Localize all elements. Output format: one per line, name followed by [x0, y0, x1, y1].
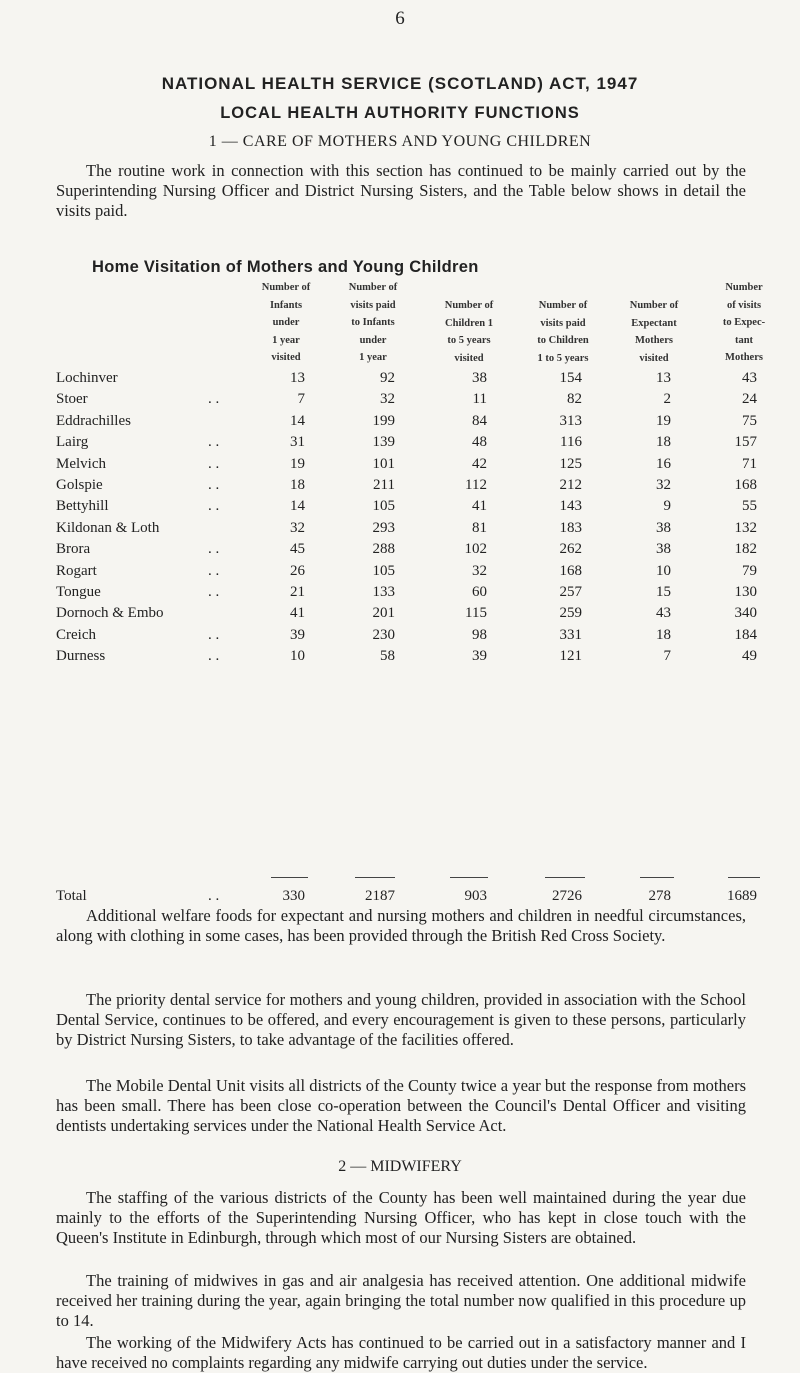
table-row: [0, 477, 800, 499]
total-rule: [728, 877, 760, 878]
column-header-line: Number of: [538, 300, 588, 311]
column-header: [424, 297, 514, 367]
table-cell: 340: [734, 605, 757, 622]
welfare-paragraph: Additional welfare foods for expectant and nursing mothers and children in needful circumstances, along with clothing in some cases, has been provided through the British Red Cross Society.: [56, 906, 746, 945]
dot-leader: . .: [208, 434, 220, 451]
table-cell: 2: [663, 391, 671, 408]
table-cell: 14: [290, 498, 305, 515]
district-name: Durness: [56, 648, 106, 665]
total-rule: [545, 877, 585, 878]
column-header-line: to 5 years: [447, 335, 491, 346]
mobile-dental-paragraph: The Mobile Dental Unit visits all districts of the County twice a year but the response from mothers has been small. There has been close co-operation between the Council's Dental Officer and visiting dentists undertaking services under the National Health Service Act.: [56, 1076, 746, 1135]
table-cell: 42: [472, 455, 487, 472]
table-cell: 116: [560, 434, 582, 451]
column-header-line: Number of: [629, 300, 679, 311]
table-cell: 21: [290, 584, 305, 600]
staffing-paragraph: The staffing of the various districts of the County has been well maintained during the year due mainly to the efforts of the Superintending Nursing Officer, who has kept in close touch with the Queen's Institute in Edinburgh, through which most of our Nursing Sisters are obtained.: [56, 1188, 746, 1247]
column-header-line: visited: [454, 352, 484, 364]
table-cell: 7: [663, 648, 671, 665]
column-header-line: Number of: [348, 282, 398, 293]
table-cell: 331: [559, 626, 582, 643]
table-cell: 11: [472, 391, 487, 408]
column-header-line: under: [359, 334, 387, 346]
table-cell: 13: [656, 370, 671, 386]
table-cell: 15: [656, 584, 671, 600]
table-cell: 38: [472, 370, 487, 386]
column-header-line: Children 1: [445, 317, 493, 329]
dot-leader: . .: [208, 584, 220, 600]
table-cell: 183: [559, 519, 582, 536]
dot-leader: . .: [208, 541, 220, 558]
district-name: Lairg: [56, 434, 89, 451]
column-header-line: under: [272, 317, 300, 328]
column-header-line: 1 to 5 years: [537, 352, 589, 364]
table-row: [0, 434, 800, 456]
table-cell: 18: [290, 477, 305, 493]
table-cell: 32: [656, 477, 671, 493]
table-cell: 81: [472, 519, 487, 536]
table-cell: 903: [464, 888, 487, 904]
table-cell: 105: [372, 498, 395, 515]
dot-leader: . .: [208, 498, 220, 515]
column-header-line: Number: [725, 282, 763, 293]
dot-leader: . .: [208, 391, 220, 408]
column-header: [699, 279, 789, 367]
table-cell: 112: [465, 477, 487, 493]
table-cell: 38: [656, 519, 671, 536]
dental-paragraph: The priority dental service for mothers and young children, provided in association with the School Dental Service, continues to be offered, and every encouragement is given to these persons, particularly by District Nursing Sisters, to take advantage of the facilities offered.: [56, 990, 746, 1049]
table-cell: 43: [656, 605, 671, 622]
table-row: [0, 370, 800, 392]
table-cell: 49: [742, 648, 757, 665]
table-cell: 125: [559, 455, 582, 472]
table-cell: 41: [472, 498, 487, 515]
table-cell: 16: [656, 455, 671, 472]
dot-leader: . .: [208, 455, 220, 472]
dot-leader: . .: [208, 562, 220, 579]
table-cell: 2726: [552, 888, 582, 904]
column-header-line: 1 year: [272, 334, 300, 346]
act-heading: NATIONAL HEALTH SERVICE (SCOTLAND) ACT, 1947: [161, 74, 639, 93]
column-header-line: tant: [734, 334, 754, 346]
table-row: [0, 605, 800, 627]
column-header-line: visits paid: [350, 299, 396, 311]
table-cell: 45: [290, 541, 305, 558]
table-cell: 230: [372, 626, 395, 643]
table-cell: 184: [734, 626, 757, 643]
table-cell: 79: [742, 562, 757, 579]
column-header-line: to Children: [537, 335, 589, 346]
dot-leader: . .: [208, 648, 220, 665]
table-cell: 48: [472, 434, 487, 451]
table-cell: 38: [656, 541, 671, 558]
dot-leader: . .: [208, 477, 220, 493]
table-cell: 259: [559, 605, 582, 622]
dot-leader: . .: [208, 888, 220, 904]
table-cell: 41: [290, 605, 305, 622]
table-cell: 102: [464, 541, 487, 558]
column-header-line: to Infants: [351, 317, 395, 328]
table-cell: 84: [472, 412, 487, 429]
column-header: [518, 297, 608, 367]
table-cell: 19: [656, 412, 671, 429]
table-cell: 262: [559, 541, 582, 558]
table-cell: 182: [734, 541, 757, 558]
table-cell: 31: [290, 434, 305, 451]
district-name: Total: [56, 888, 87, 904]
table-cell: 19: [290, 455, 305, 472]
table-cell: 9: [663, 498, 671, 515]
table-cell: 39: [290, 626, 305, 643]
table-cell: 26: [290, 562, 305, 579]
table-cell: 32: [380, 391, 395, 408]
column-header-line: of visits: [726, 299, 762, 311]
district-name: Stoer: [56, 391, 88, 408]
column-header-line: to Expec-: [722, 317, 766, 328]
district-name: Brora: [56, 541, 91, 558]
table-cell: 1689: [727, 888, 757, 904]
midwifery-acts-paragraph: The working of the Midwifery Acts has continued to be carried out in a satisfactory manner and I have received no complaints regarding any midwife carrying out duties under the service.: [56, 1333, 746, 1372]
table-cell: 313: [559, 412, 582, 429]
column-header: [241, 279, 331, 367]
district-name: Golspie: [56, 477, 103, 493]
district-name: Dornoch & Embo: [56, 605, 164, 622]
table-cell: 60: [472, 584, 487, 600]
table-cell: 98: [472, 626, 487, 643]
column-header-line: Expectant: [631, 317, 677, 329]
table-cell: 14: [290, 412, 305, 429]
district-name: Kildonan & Loth: [56, 519, 160, 536]
table-row: [0, 456, 800, 478]
table-cell: 278: [648, 888, 671, 904]
section-1-heading: 1 — CARE OF MOTHERS AND YOUNG CHILDREN: [208, 133, 592, 150]
column-header: [609, 297, 699, 367]
section-2-heading: 2 — MIDWIFERY: [338, 1158, 462, 1175]
district-name: Tongue: [56, 584, 101, 600]
table-cell: 154: [559, 370, 582, 386]
table-cell: 143: [559, 498, 582, 515]
column-header-line: visits paid: [540, 317, 586, 329]
functions-heading: LOCAL HEALTH AUTHORITY FUNCTIONS: [220, 104, 580, 122]
table-cell: 2187: [365, 888, 395, 904]
table-cell: 82: [567, 391, 582, 408]
table-cell: 58: [380, 648, 395, 665]
table-cell: 7: [297, 391, 305, 408]
table-row: [0, 413, 800, 435]
table-title: Home Visitation of Mothers and Young Children: [92, 258, 479, 276]
table-row: [0, 648, 800, 670]
table-row: [0, 520, 800, 542]
total-rule: [450, 877, 488, 878]
table-cell: 199: [372, 412, 395, 429]
table-row: [0, 563, 800, 585]
table-cell: 133: [372, 584, 395, 600]
table-row: [0, 498, 800, 520]
page-number: 6: [395, 8, 405, 29]
table-cell: 293: [372, 519, 395, 536]
table-cell: 121: [559, 648, 582, 665]
table-row: [0, 391, 800, 413]
intro-paragraph: The routine work in connection with this section has continued to be mainly carried out by the Superintending Nursing Officer and District Nursing Sisters, and the Table below shows in detail the visits paid.: [56, 161, 746, 220]
table-cell: 39: [472, 648, 487, 665]
table-cell: 257: [559, 584, 582, 600]
table-cell: 288: [372, 541, 395, 558]
table-row: [0, 541, 800, 563]
table-row: [0, 584, 800, 606]
dot-leader: . .: [208, 626, 220, 643]
table-cell: 212: [559, 477, 582, 493]
table-cell: 130: [734, 584, 757, 600]
district-name: Melvich: [56, 455, 106, 472]
table-cell: 211: [373, 477, 395, 493]
district-name: Bettyhill: [56, 498, 109, 515]
column-header-line: visited: [271, 352, 301, 363]
table-row: [0, 627, 800, 649]
column-header-line: Mothers: [725, 352, 763, 363]
table-cell: 157: [734, 434, 757, 451]
table-cell: 10: [290, 648, 305, 665]
total-rule: [355, 877, 395, 878]
table-cell: 24: [742, 391, 757, 408]
district-name: Rogart: [56, 562, 97, 579]
table-cell: 115: [465, 605, 487, 622]
district-name: Creich: [56, 626, 96, 643]
table-cell: 92: [380, 370, 395, 386]
table-cell: 105: [372, 562, 395, 579]
table-cell: 43: [742, 370, 757, 386]
column-header-line: visited: [639, 352, 669, 364]
total-rule: [640, 877, 674, 878]
column-header-line: 1 year: [359, 352, 387, 363]
district-name: Eddrachilles: [56, 412, 131, 429]
table-cell: 132: [734, 519, 757, 536]
table-cell: 330: [282, 888, 305, 904]
total-rule: [271, 877, 308, 878]
table-cell: 168: [734, 477, 757, 493]
table-cell: 13: [290, 370, 305, 386]
table-cell: 10: [656, 562, 671, 579]
table-cell: 18: [656, 434, 671, 451]
column-header-line: Mothers: [635, 335, 673, 346]
table-cell: 55: [742, 498, 757, 515]
table-cell: 32: [472, 562, 487, 579]
table-cell: 71: [742, 455, 757, 472]
table-cell: 101: [372, 455, 395, 472]
column-header: [328, 279, 418, 367]
table-cell: 139: [372, 434, 395, 451]
column-header-line: Number of: [261, 282, 311, 293]
column-header-line: Number of: [444, 300, 494, 311]
training-paragraph: The training of midwives in gas and air analgesia has received attention. One additional midwife received her training during the year, again bringing the total number now qualified in this procedure up to 14.: [56, 1271, 746, 1330]
table-cell: 32: [290, 519, 305, 536]
table-cell: 18: [656, 626, 671, 643]
table-cell: 75: [742, 412, 757, 429]
table-cell: 201: [372, 605, 395, 622]
column-header-line: Infants: [269, 299, 303, 311]
district-name: Lochinver: [56, 370, 118, 386]
table-cell: 168: [559, 562, 582, 579]
